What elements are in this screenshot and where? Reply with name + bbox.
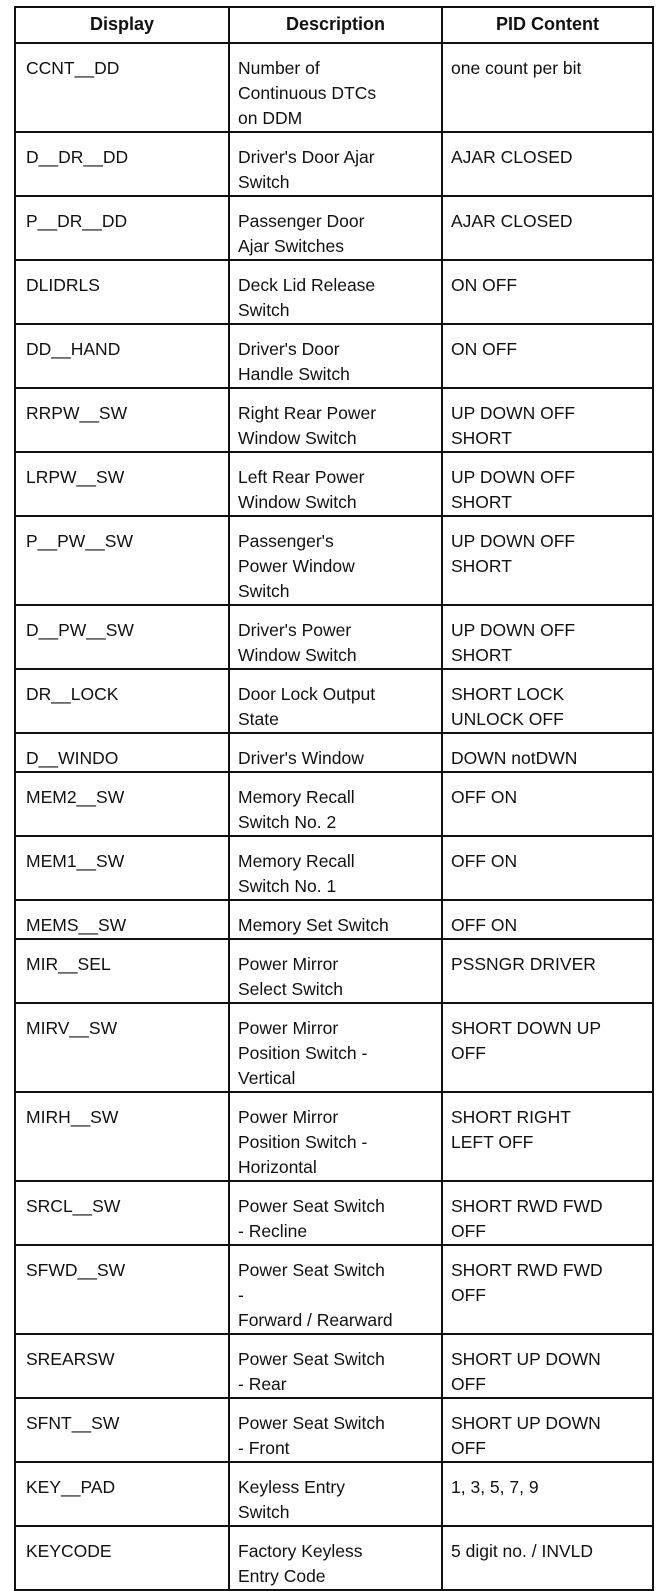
display-cell: LRPW__SW: [15, 452, 229, 516]
table-row: [15, 605, 653, 669]
display-cell: MIRV__SW: [15, 1003, 229, 1092]
display-cell: MIRH__SW: [15, 1092, 229, 1181]
table-row: [15, 1245, 653, 1334]
description-cell: Power Seat Switch - Rear: [229, 1334, 442, 1398]
pid-content-cell: PSSNGR DRIVER: [442, 939, 653, 1003]
pid-content-cell: ON OFF: [442, 324, 653, 388]
pid-content-cell: one count per bit: [442, 43, 653, 132]
display-cell: P__DR__DD: [15, 196, 229, 260]
display-cell: D__PW__SW: [15, 605, 229, 669]
display-cell: P__PW__SW: [15, 516, 229, 605]
display-cell: D__WINDO: [15, 733, 229, 772]
description-cell: Memory Recall Switch No. 2: [229, 772, 442, 836]
description-cell: Passenger Door Ajar Switches: [229, 196, 442, 260]
pid-content-cell: SHORT UP DOWN OFF: [442, 1334, 653, 1398]
description-cell: Power Mirror Position Switch - Vertical: [229, 1003, 442, 1092]
description-cell: Deck Lid Release Switch: [229, 260, 442, 324]
pid-content-cell: OFF ON: [442, 836, 653, 900]
table-row: [15, 1092, 653, 1181]
header-row: [15, 7, 653, 43]
pid-content-cell: ON OFF: [442, 260, 653, 324]
display-cell: KEY__PAD: [15, 1462, 229, 1526]
table-row: [15, 939, 653, 1003]
table-row: [15, 260, 653, 324]
table-row: [15, 43, 653, 132]
pid-content-cell: SHORT RWD FWD OFF: [442, 1181, 653, 1245]
pid-content-cell: 5 digit no. / INVLD: [442, 1526, 653, 1590]
description-cell: Factory Keyless Entry Code: [229, 1526, 442, 1590]
table-row: [15, 1003, 653, 1092]
description-cell: Driver's Door Handle Switch: [229, 324, 442, 388]
pid-content-cell: SHORT DOWN UP OFF: [442, 1003, 653, 1092]
pid-content-cell: UP DOWN OFF SHORT: [442, 516, 653, 605]
pid-content-cell: UP DOWN OFF SHORT: [442, 452, 653, 516]
table-row: [15, 452, 653, 516]
description-cell: Left Rear Power Window Switch: [229, 452, 442, 516]
description-cell: Power Seat Switch - Recline: [229, 1181, 442, 1245]
display-cell: RRPW__SW: [15, 388, 229, 452]
pid-content-cell: UP DOWN OFF SHORT: [442, 605, 653, 669]
table-row: [15, 1181, 653, 1245]
header-pid-content: PID Content: [442, 7, 653, 43]
table-row: [15, 900, 653, 939]
table-row: [15, 324, 653, 388]
pid-content-cell: DOWN notDWN: [442, 733, 653, 772]
table-row: [15, 1398, 653, 1462]
display-cell: SREARSW: [15, 1334, 229, 1398]
pid-content-cell: SHORT LOCK UNLOCK OFF: [442, 669, 653, 733]
display-cell: MIR__SEL: [15, 939, 229, 1003]
description-cell: Door Lock Output State: [229, 669, 442, 733]
display-cell: MEM2__SW: [15, 772, 229, 836]
pid-content-cell: SHORT RIGHT LEFT OFF: [442, 1092, 653, 1181]
table-row: [15, 388, 653, 452]
table-row: [15, 733, 653, 772]
description-cell: Right Rear Power Window Switch: [229, 388, 442, 452]
description-cell: Driver's Door Ajar Switch: [229, 132, 442, 196]
display-cell: D__DR__DD: [15, 132, 229, 196]
table-header: [15, 7, 653, 43]
table-row: [15, 1462, 653, 1526]
pid-content-cell: OFF ON: [442, 900, 653, 939]
pid-content-cell: AJAR CLOSED: [442, 132, 653, 196]
display-cell: MEMS__SW: [15, 900, 229, 939]
pid-content-cell: AJAR CLOSED: [442, 196, 653, 260]
display-cell: SRCL__SW: [15, 1181, 229, 1245]
table-row: [15, 516, 653, 605]
description-cell: Power Seat Switch - Front: [229, 1398, 442, 1462]
table-row: [15, 132, 653, 196]
pid-content-cell: UP DOWN OFF SHORT: [442, 388, 653, 452]
display-cell: DLIDRLS: [15, 260, 229, 324]
display-cell: SFWD__SW: [15, 1245, 229, 1334]
table-row: [15, 1526, 653, 1590]
description-cell: Memory Set Switch: [229, 900, 442, 939]
description-cell: Memory Recall Switch No. 1: [229, 836, 442, 900]
description-cell: Passenger's Power Window Switch: [229, 516, 442, 605]
table-row: [15, 1334, 653, 1398]
display-cell: KEYCODE: [15, 1526, 229, 1590]
description-cell: Power Mirror Select Switch: [229, 939, 442, 1003]
display-cell: DR__LOCK: [15, 669, 229, 733]
table-row: [15, 669, 653, 733]
display-cell: SFNT__SW: [15, 1398, 229, 1462]
display-cell: MEM1__SW: [15, 836, 229, 900]
table-row: [15, 196, 653, 260]
display-cell: CCNT__DD: [15, 43, 229, 132]
description-cell: Number of Continuous DTCs on DDM: [229, 43, 442, 132]
description-cell: Driver's Power Window Switch: [229, 605, 442, 669]
description-cell: Driver's Window: [229, 733, 442, 772]
description-cell: Power Mirror Position Switch - Horizontal: [229, 1092, 442, 1181]
header-description: Description: [229, 7, 442, 43]
pid-content-cell: SHORT RWD FWD OFF: [442, 1245, 653, 1334]
display-cell: DD__HAND: [15, 324, 229, 388]
description-cell: Power Seat Switch - Forward / Rearward: [229, 1245, 442, 1334]
pid-content-cell: 1, 3, 5, 7, 9: [442, 1462, 653, 1526]
table-row: [15, 772, 653, 836]
pid-table: [14, 6, 654, 1591]
table-body: [15, 43, 653, 1590]
pid-content-cell: SHORT UP DOWN OFF: [442, 1398, 653, 1462]
description-cell: Keyless Entry Switch: [229, 1462, 442, 1526]
pid-content-cell: OFF ON: [442, 772, 653, 836]
table-row: [15, 836, 653, 900]
header-display: Display: [15, 7, 229, 43]
